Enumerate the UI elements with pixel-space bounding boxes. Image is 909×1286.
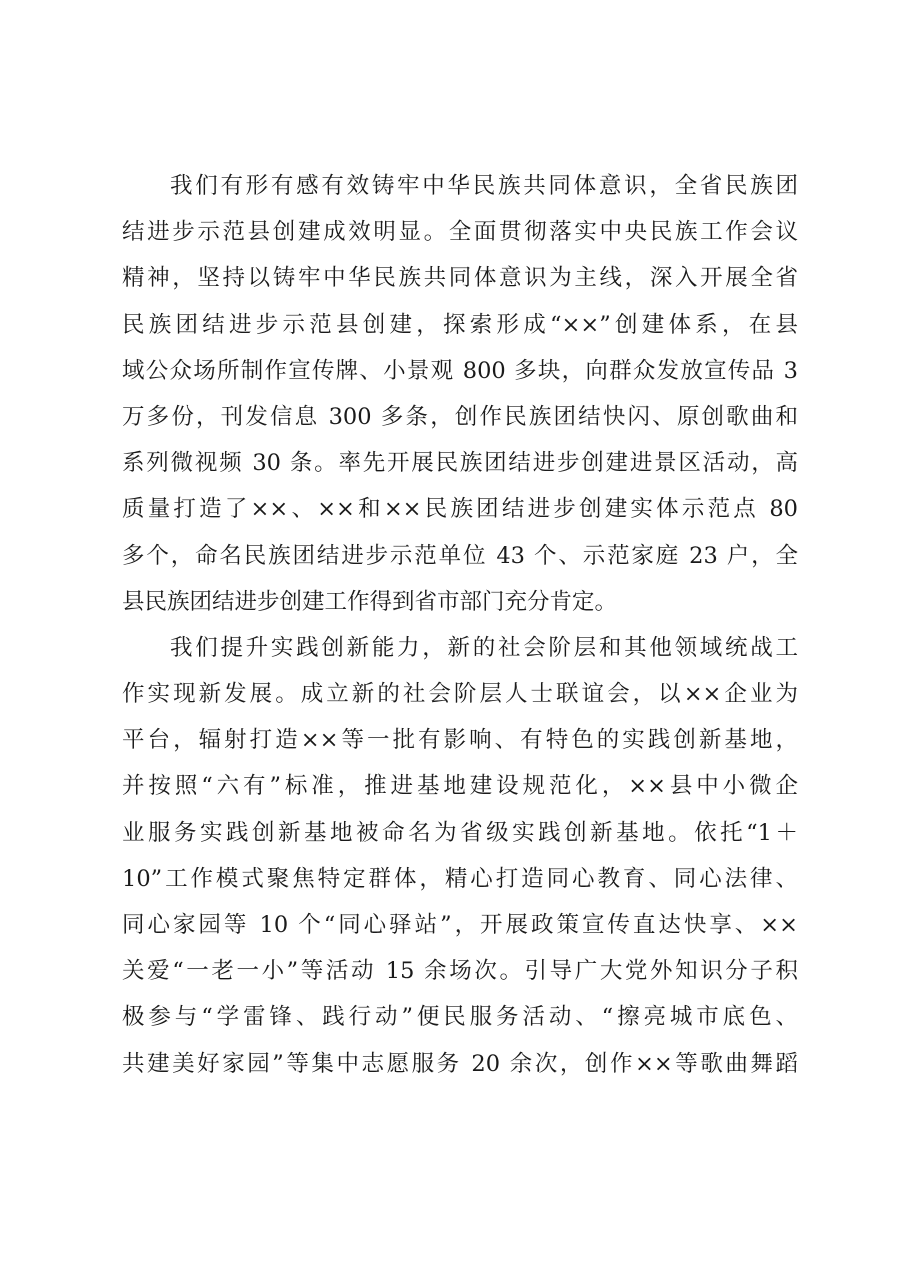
paragraph-ethnic-unity <box>122 163 798 625</box>
text-line: 县民族团结进步创建工作得到省市部门充分肯定。 <box>122 588 618 615</box>
text-line: 并按照“六有”标准，推进基地建设规范化，××县中小微企 <box>122 773 798 800</box>
text-line: 结进步示范县创建成效明显。全面贯彻落实中央民族工作会议 <box>122 219 798 246</box>
text-line: 10”工作模式聚焦特定群体，精心打造同心教育、同心法律、 <box>122 865 798 892</box>
text-line: 极参与“学雷锋、践行动”便民服务活动、“擦亮城市底色、 <box>122 1004 798 1031</box>
text-line: 作实现新发展。成立新的社会阶层人士联谊会，以××企业为 <box>122 681 798 708</box>
text-line: 我们提升实践创新能力，新的社会阶层和其他领域统战工 <box>170 634 798 661</box>
text-line: 业服务实践创新基地被命名为省级实践创新基地。依托“1＋ <box>122 819 798 846</box>
paragraph-practice-innovation <box>122 625 798 1087</box>
text-line: 域公众场所制作宣传牌、小景观 800 多块，向群众发放宣传品 3 <box>122 357 798 384</box>
text-line: 精神，坚持以铸牢中华民族共同体意识为主线，深入开展全省 <box>122 265 798 292</box>
text-line: 我们有形有感有效铸牢中华民族共同体意识，全省民族团 <box>170 173 798 199</box>
text-line: 系列微视频 30 条。率先开展民族团结进步创建进景区活动，高 <box>122 450 798 477</box>
text-line: 民族团结进步示范县创建，探索形成“××”创建体系，在县 <box>122 311 798 338</box>
text-line: 万多份，刊发信息 300 多条，创作民族团结快闪、原创歌曲和 <box>122 403 798 430</box>
text-line: 共建美好家园”等集中志愿服务 20 余次，创作××等歌曲舞蹈 <box>122 1050 798 1077</box>
document-body <box>122 163 798 1087</box>
text-line: 平台，辐射打造××等一批有影响、有特色的实践创新基地， <box>122 727 798 754</box>
text-line: 多个，命名民族团结进步示范单位 43 个、示范家庭 23 户，全 <box>122 542 798 569</box>
text-line: 质量打造了××、××和××民族团结进步创建实体示范点 80 <box>122 496 798 523</box>
text-line: 同心家园等 10 个“同心驿站”，开展政策宣传直达快享、×× <box>122 912 798 938</box>
text-line: 关爱“一老一小”等活动 15 余场次。引导广大党外知识分子积 <box>122 958 798 985</box>
